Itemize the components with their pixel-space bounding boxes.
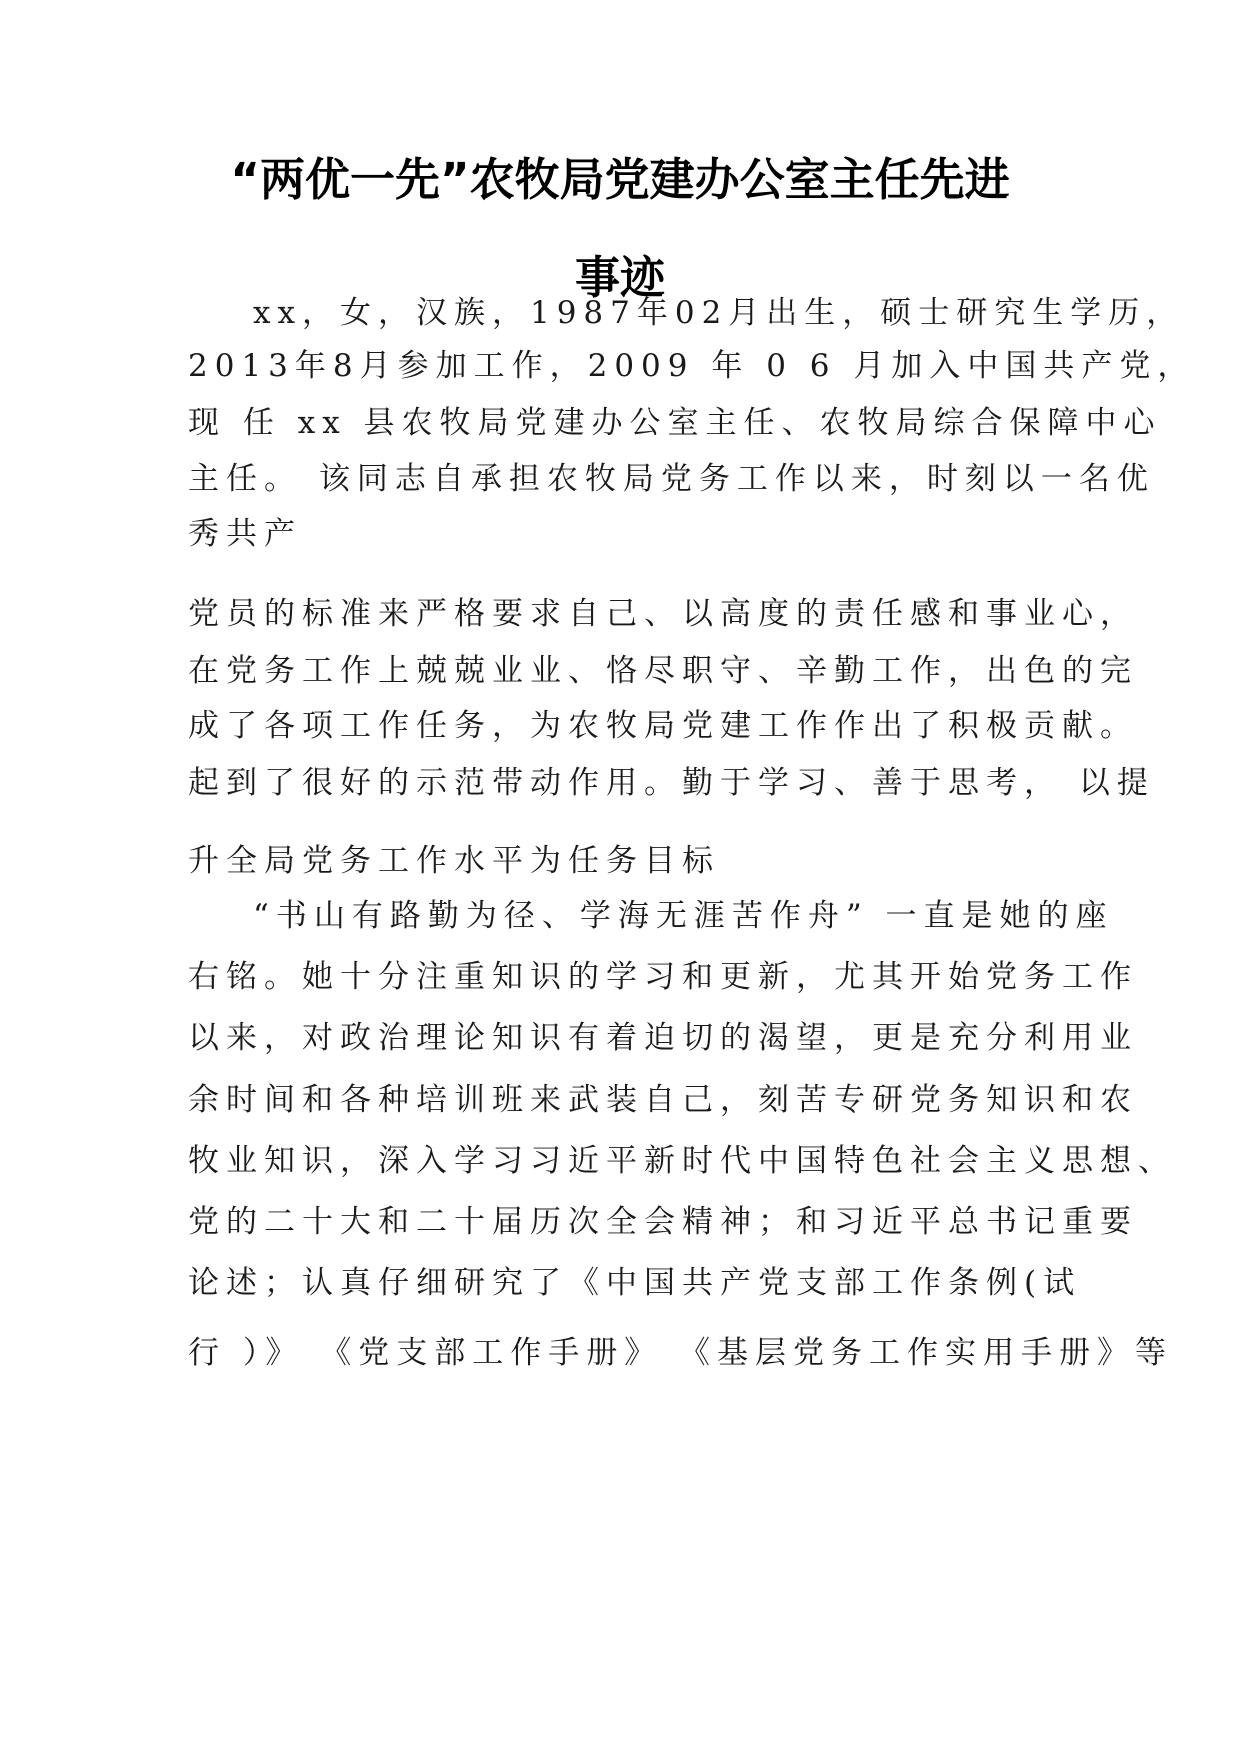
body-line: 余时间和各种培训班来武装自己，刻苦专研党务知识和农 [188, 1082, 1138, 1118]
body-line: 行 ）》 《党支部工作手册》 《基层党务工作实用手册》等 [188, 1335, 1174, 1371]
title-line-2: 事迹 [574, 251, 665, 304]
body-line: 论述；认真仔细研究了《中国共产党支部工作条例(试 [188, 1265, 1082, 1301]
title-line-1: “两优一先”农牧局党建办公室主任先进 [230, 153, 1010, 206]
body-line: 升全局党务工作水平为任务目标 [188, 843, 720, 879]
body-line: 牧业知识，深入学习习近平新时代中国特色社会主义思想、 [188, 1143, 1176, 1179]
body-line: 以来，对政治理论知识有着迫切的渴望，更是充分利用业 [188, 1020, 1138, 1056]
body-line: “书山有路勤为径、学海无涯苦作舟” 一直是她的座 [253, 898, 1114, 934]
body-line: xx，女，汉族，1987年02月出生，硕士研究生学历， [253, 295, 1185, 331]
body-line: 主任。 该同志自承担农牧局党务工作以来，时刻以一名优 [188, 461, 1155, 497]
body-line: 起到了很好的示范带动作用。勤于学习、善于思考， 以提 [188, 765, 1155, 801]
body-line: 右铭。她十分注重知识的学习和更新，尤其开始党务工作 [188, 959, 1138, 995]
body-line: 2013年8月参加工作，2009 年 0 6 月加入中国共产党， [188, 348, 1196, 384]
body-line: 党的二十大和二十届历次全会精神；和习近平总书记重要 [188, 1204, 1138, 1240]
body-line: 秀共产 [188, 516, 302, 552]
body-line: 成了各项工作任务，为农牧局党建工作作出了积极贡献。 [188, 708, 1138, 744]
body-line: 党员的标准来严格要求自己、以高度的责任感和事业心， [188, 596, 1138, 632]
body-line: 现 任 xx 县农牧局党建办公室主任、农牧局综合保障中心 [188, 405, 1162, 441]
body-line: 在党务工作上兢兢业业、恪尽职守、辛勤工作，出色的完 [188, 653, 1138, 689]
